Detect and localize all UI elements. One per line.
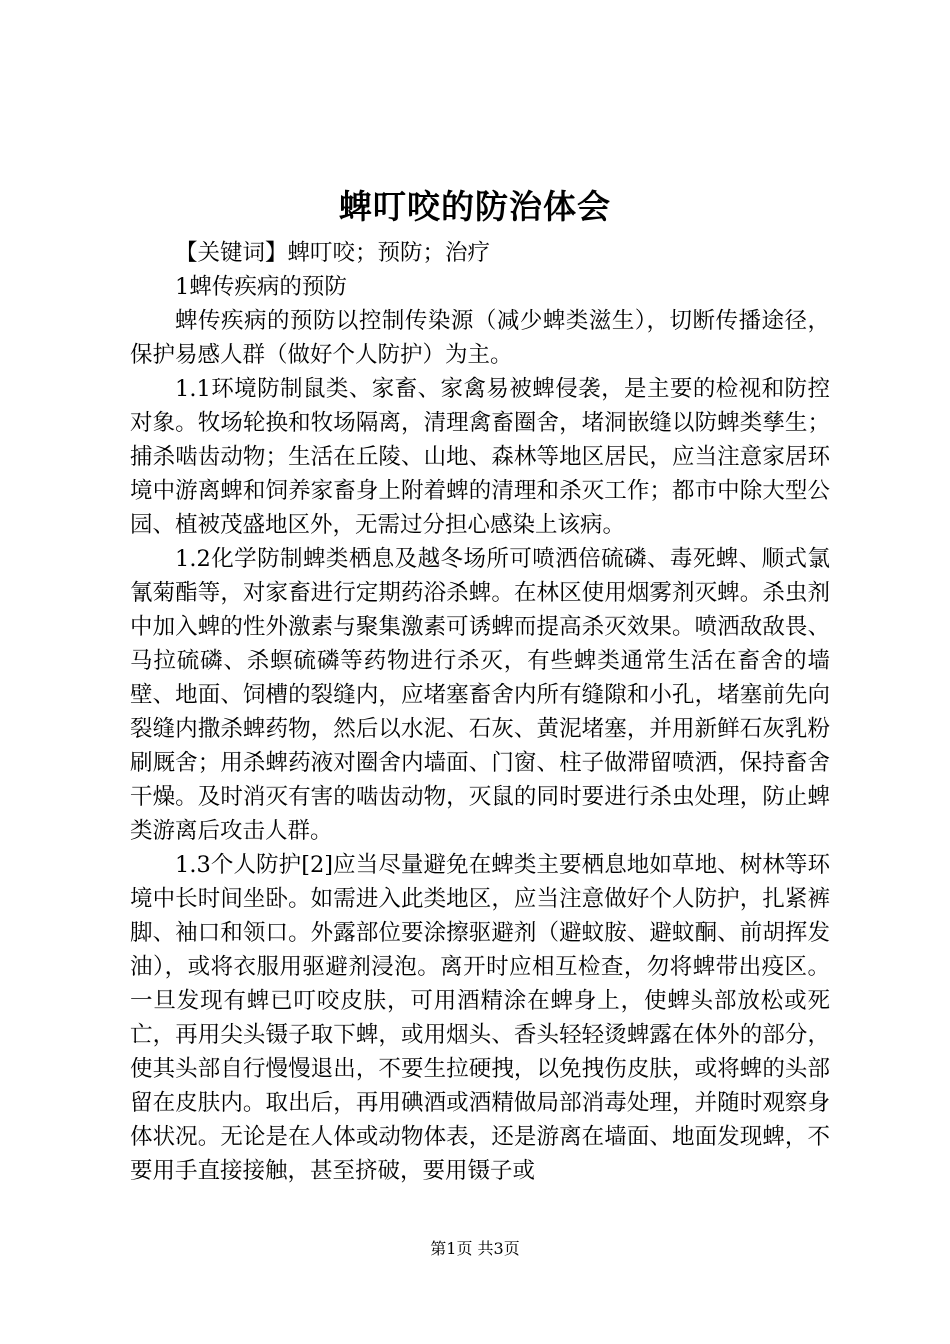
document-title: 蜱叮咬的防治体会 <box>339 187 611 226</box>
body-paragraph: 1.2化学防制蜱类栖息及越冬场所可喷洒倍硫磷、毒死蜱、顺式氯氰菊酯等，对家畜进行定期药浴杀蜱。在林区使用烟雾剂灭蜱。杀虫剂中加入蜱的性外激素与聚集激素可诱蜱而提高杀灭效果。喷洒敌敌畏、马拉硫磷、杀螟硫磷等药物进行杀灭，有些蜱类通常生活在畜舍的墙壁、地面、饲槽的裂缝内，应堵塞畜舍内所有缝隙和小孔，堵塞前先向裂缝内撒杀蜱药物，然后以水泥、石灰、黄泥堵塞，并用新鲜石灰乳粉刷厩舍；用杀蜱药液对圈舍内墙面、门窗、柱子做滞留喷洒，保持畜舍干燥。及时消灭有害的啮齿动物，灭鼠的同时要进行杀虫处理，防止蜱类游离后攻击人群。 <box>130 546 830 844</box>
page-footer: 第1页 共3页 <box>430 1239 520 1258</box>
body-paragraph: 蜱传疾病的预防以控制传染源（减少蜱类滋生），切断传播途径，保护易感人群（做好个人防护）为主。 <box>130 308 830 368</box>
body-paragraph: 1.3个人防护[2]应当尽量避免在蜱类主要栖息地如草地、树林等环境中长时间坐卧。如需进入此类地区，应当注意做好个人防护，扎紧裤脚、袖口和领口。外露部位要涂擦驱避剂（避蚊胺、避蚊酮、前胡挥发油），或将衣服用驱避剂浸泡。离开时应相互检查，勿将蜱带出疫区。一旦发现有蜱已叮咬皮肤，可用酒精涂在蜱身上，使蜱头部放松或死亡，再用尖头镊子取下蜱，或用烟头、香头轻轻烫蜱露在体外的部分，使其头部自行慢慢退出，不要生拉硬拽，以免拽伤皮肤，或将蜱的头部留在皮肤内。取出后，再用碘酒或酒精做局部消毒处理，并随时观察身体状况。无论是在人体或动物体表，还是游离在墙面、地面发现蜱，不要用手直接接触，甚至挤破，要用镊子或 <box>130 852 830 1184</box>
keywords-paragraph: 【关键词】蜱叮咬；预防；治疗 <box>175 240 491 266</box>
section-heading: 1蜱传疾病的预防 <box>175 274 347 300</box>
document-body <box>130 236 830 1188</box>
body-paragraph: 1.1环境防制鼠类、家畜、家禽易被蜱侵袭，是主要的检视和防控对象。牧场轮换和牧场隔离，清理禽畜圈舍，堵洞嵌缝以防蜱类孳生；捕杀啮齿动物；生活在丘陵、山地、森林等地区居民，应当注意家居环境中游离蜱和饲养家畜身上附着蜱的清理和杀灭工作；都市中除大型公园、植被茂盛地区外，无需过分担心感染上该病。 <box>130 376 830 538</box>
